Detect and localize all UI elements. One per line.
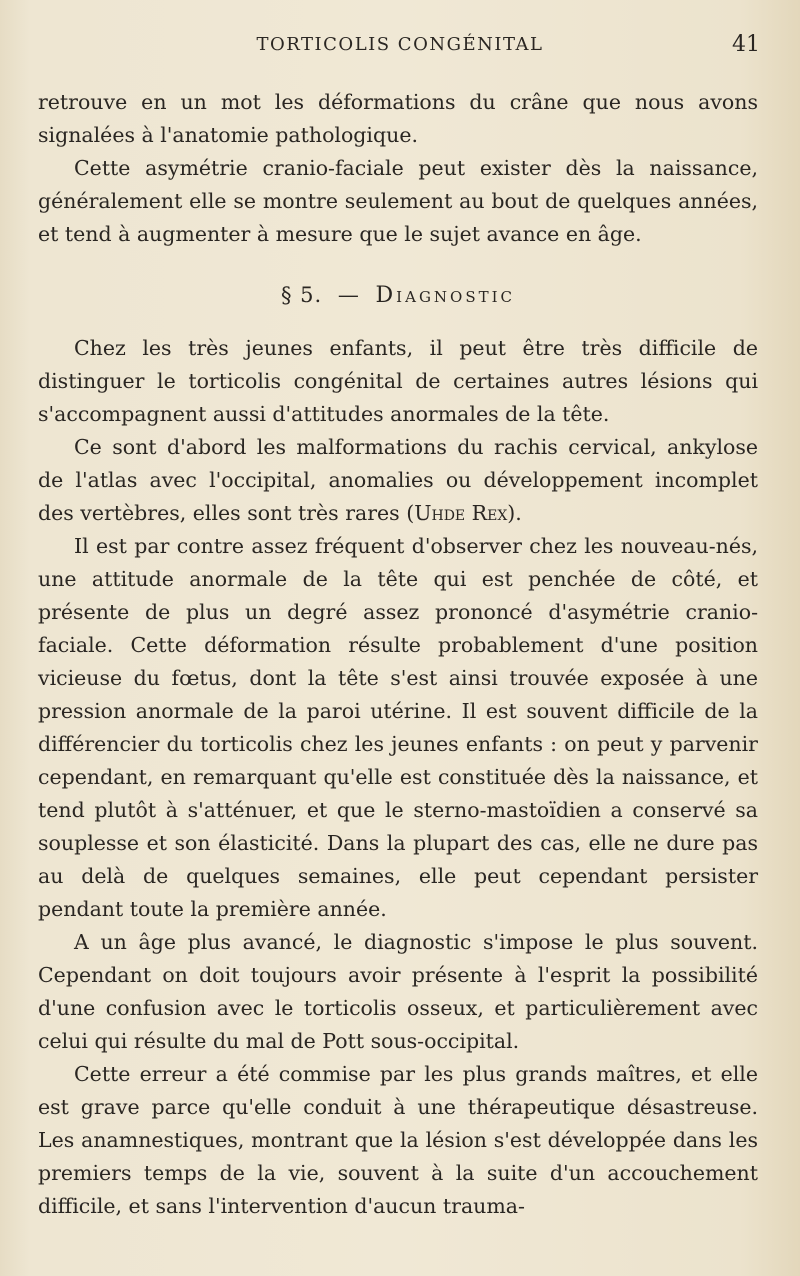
page-body (38, 86, 758, 1223)
section-number: § 5. (280, 283, 323, 307)
paragraph-malformations-end: ). (507, 501, 522, 525)
author-citation: Uhde Rex (414, 501, 508, 525)
section-heading (38, 279, 758, 312)
paragraph-asymmetry: Cette asymétrie cranio-faciale peut exister dès la naissance, généralement elle se montre seulement au bout de quelques années, et tend à augmenter à mesure que le sujet avance en âge. (38, 156, 758, 246)
running-title: TORTICOLIS CONGÉNITAL (256, 34, 544, 55)
paragraph-continuation: retrouve en un mot les déformations du crâne que nous avons signalées à l'anatomie pathologique. (38, 90, 758, 147)
paragraph-older-age: A un âge plus avancé, le diagnostic s'impose le plus souvent. Cependant on doit toujours avoir présente à l'esprit la possibilité d'une confusion avec le torticolis osseux, et particulièrement avec celui qui résulte du mal de Pott sous-occipital. (38, 930, 758, 1053)
paragraph-malformations-text: Ce sont d'abord les malformations du rachis cervical, ankylose de l'atlas avec l'occipital, anomalies ou développement incomplet des vertèbres, elles sont très rares ( (38, 435, 758, 525)
section-dash: — (337, 283, 360, 307)
paragraph-young-children: Chez les très jeunes enfants, il peut être très difficile de distinguer le torticolis congénital de certaines autres lésions qui s'accompagnent aussi d'attitudes anormales de la tête. (38, 336, 758, 426)
paragraph-newborns: Il est par contre assez fréquent d'observer chez les nouveau-nés, une attitude anormale de la tête qui est penchée de côté, et présente de plus un degré assez prononcé d'asymétrie cranio-faciale. Cette déformation résulte probablement d'une position vicieuse du fœtus, dont la tête s'est ainsi trouvée exposée à une pression anormale de la paroi utérine. Il est souvent difficile de la différencier du torticolis chez les jeunes enfants : on peut y parvenir cependant, en remarquant qu'elle est constituée dès la naissance, et tend plutôt à s'atténuer, et que le sterno-mastoïdien a conservé sa souplesse et son élasticité. Dans la plupart des cas, elle ne dure pas au delà de quelques semaines, elle peut cependant persister pendant toute la première année. (38, 534, 758, 921)
section-title: Diagnostic (375, 283, 516, 308)
running-head (40, 32, 760, 62)
paragraph-malformations (38, 431, 758, 530)
page-number: 41 (732, 32, 760, 57)
paragraph-error: Cette erreur a été commise par les plus grands maîtres, et elle est grave parce qu'elle conduit à une thérapeutique désastreuse. Les anamnestiques, montrant que la lésion s'est développée dans les premiers temps de la vie, souvent à la suite d'un accouchement difficile, et sans l'intervention d'aucun trauma- (38, 1062, 758, 1218)
